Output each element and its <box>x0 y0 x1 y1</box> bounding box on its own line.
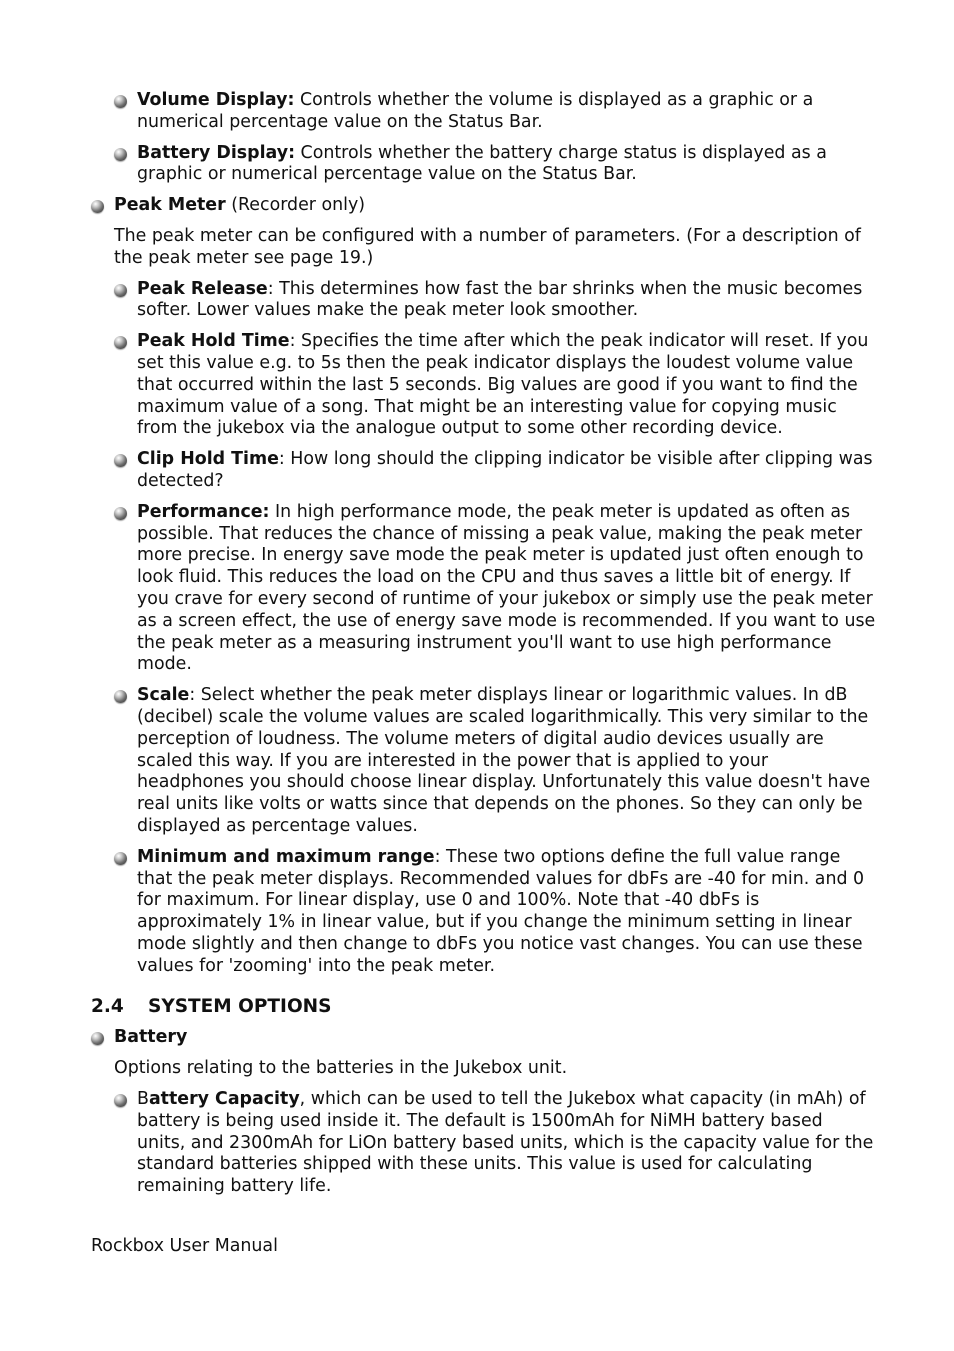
list-item-performance <box>0 502 954 676</box>
list-item-peak-meter <box>0 195 954 217</box>
bullet-icon <box>114 454 127 467</box>
bullet-icon <box>114 690 127 703</box>
term-volume-display: Volume Display: <box>137 90 295 110</box>
peak-meter-intro: The peak meter can be configured with a number of parameters. (For a description of the peak meter see page 19.) <box>114 225 861 268</box>
desc-battery-display: Controls whether the battery charge status is displayed as a graphic or numerical percentage value on the Status Bar. <box>137 142 827 185</box>
list-item-clip-hold-time <box>0 449 954 493</box>
term-min-max-range: Minimum and maximum range <box>137 846 435 867</box>
bullet-icon <box>114 852 127 865</box>
section-heading-system-options <box>0 996 954 1018</box>
bullet-icon <box>114 1094 127 1107</box>
list-item-min-max-range <box>0 847 954 978</box>
term-battery-display: Battery Display: <box>137 142 296 163</box>
page-footer: Rockbox User Manual <box>91 1236 278 1256</box>
bullet-icon <box>114 284 127 297</box>
desc-min-max-range: : These two options define the full value range that the peak meter displays. Recommended values for dbFs are -40 for min. and 0 for maximum. For linear display, use 0 and 100%. Note that -40 dbFs is approximately 1% in linear value, but if you change the minimum setting in linear mode slightly and then change to dbFs you notice vast changes. You can use these values for 'zooming' into the peak meter. <box>137 846 865 976</box>
term-battery-capacity: attery Capacity <box>148 1089 300 1110</box>
desc-peak-release: : This determines how fast the bar shrinks when the music becomes softer. Lower values make the peak meter look smoother. <box>137 278 863 321</box>
bullet-icon <box>114 507 127 520</box>
term-peak-release: Peak Release <box>137 278 268 299</box>
desc-scale: : Select whether the peak meter displays linear or logarithmic values. In dB (decibel) scale the volume values are scaled logarithmically. This very similar to the perception of loudness. The volume meters of digital audio devices usually are scaled this way. If you are interested in the power that is applied to your headphones you should choose linear display. Unfortunately this value doesn't have real units like volts or watts since that depends on the phones. So they can only be displayed as percentage values. <box>137 685 871 836</box>
term-scale: Scale <box>137 685 190 706</box>
section-number: 2.4 <box>91 996 124 1018</box>
bullet-icon <box>91 200 104 213</box>
manual-page <box>0 90 954 1198</box>
desc-performance: In high performance mode, the peak meter is updated as often as possible. That reduces the chance of missing a peak value, making the peak meter more precise. In energy save mode the peak meter is updated just often enough to look fluid. This reduces the load on the CPU and thus saves a little bit of energy. If you crave for every second of runtime of your jukebox or simply use the peak meter as a screen effect, the use of energy save mode is recommended. If you want to use the peak meter as a measuring instrument you'll want to use high performance mode. <box>137 501 876 675</box>
list-item-peak-release <box>0 279 954 323</box>
list-item-battery-display <box>0 143 954 187</box>
term-battery: Battery <box>114 1027 188 1048</box>
battery-intro: Options relating to the batteries in the Jukebox unit. <box>114 1058 568 1079</box>
desc-volume-display: Controls whether the volume is displayed as a graphic or a numerical percentage value on the Status Bar. <box>137 90 814 132</box>
term-clip-hold-time: Clip Hold Time <box>137 449 279 470</box>
bullet-icon <box>91 1032 104 1045</box>
desc-battery-capacity: , which can be used to tell the Jukebox what capacity (in mAh) of battery is being used inside it. The default is 1500mAh for NiMH battery based units, and 2300mAh for LiOn battery based units, which is the capacity value for the standard batteries shipped with these units. This value is used for calculating remaining battery life. <box>137 1089 874 1197</box>
bullet-icon <box>114 336 127 349</box>
section-title: SYSTEM OPTIONS <box>148 996 332 1018</box>
term-performance: Performance: <box>137 501 270 522</box>
list-item-volume-display <box>0 90 954 134</box>
bullet-icon <box>114 95 127 108</box>
bullet-icon <box>114 148 127 161</box>
list-item-battery-capacity <box>0 1089 954 1198</box>
desc-clip-hold-time: : How long should the clipping indicator be visible after clipping was detected? <box>137 449 873 491</box>
list-item-peak-hold-time <box>0 331 954 440</box>
prefix-battery-capacity: B <box>137 1089 149 1110</box>
list-item-scale <box>0 685 954 838</box>
list-item-battery <box>0 1027 954 1049</box>
desc-peak-meter: (Recorder only) <box>225 195 366 216</box>
desc-peak-hold-time: : Specifies the time after which the peak indicator will reset. If you set this value e.g. to 5s then the peak indicator displays the loudest volume value that occurred within the last 5 seconds. Big values are good if you want to find the maximum value of a song. That might be an interesting value for copying music from the jukebox via the analogue output to some other recording device. <box>137 331 869 439</box>
term-peak-hold-time: Peak Hold Time <box>137 331 290 352</box>
term-peak-meter: Peak Meter <box>114 195 226 216</box>
